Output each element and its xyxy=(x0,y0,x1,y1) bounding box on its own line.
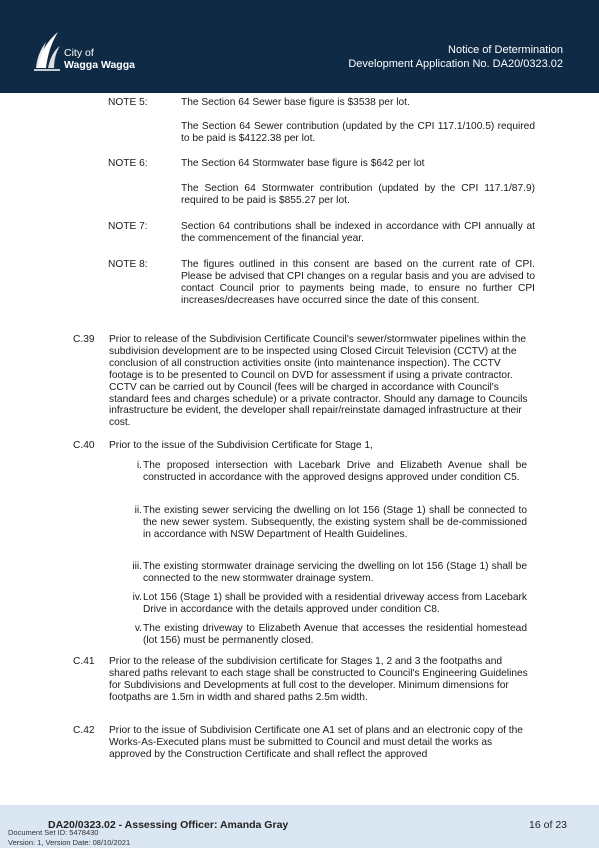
document-title xyxy=(348,43,563,71)
wagga-wagga-logo-icon xyxy=(34,28,62,72)
item-text: Lot 156 (Stage 1) shall be provided with a residential driveway access from Lacebark Drive in accordance with the details approved under condition C8. xyxy=(143,592,527,615)
page-footer xyxy=(0,805,599,848)
item-text: The existing driveway to Elizabeth Avenue that accesses the residential homestead (lot 156) must be permanently closed. xyxy=(143,623,527,646)
title-line-1: Notice of Determination xyxy=(448,44,563,56)
note-label: NOTE 7: xyxy=(108,221,148,232)
condition-text: Prior to the issue of Subdivision Certificate one A1 set of plans and an electronic copy of the Works-As-Executed plans must be submitted to Council and must detail the works as approved by the Construction Certificate and shall reflect the approved xyxy=(109,725,523,760)
note-text: The figures outlined in this consent are based on the current rate of CPI. Please be advised that CPI changes on a regular basis and you are advised to contact Council prior to payments being made, to ensure no further CPI increases/decreases have occurred since the date of this consent. xyxy=(181,259,535,306)
page-content xyxy=(0,93,599,803)
item-number: iii. xyxy=(132,561,142,572)
page-number: 16 of 23 xyxy=(529,819,567,831)
note-text: The Section 64 Stormwater contribution (updated by the CPI 117.1/87.9) required to be paid is $855.27 per lot. xyxy=(181,183,535,206)
condition-text: Prior to the issue of the Subdivision Certificate for Stage 1, xyxy=(109,440,373,451)
note-label: NOTE 6: xyxy=(108,158,148,169)
item-number: v. xyxy=(134,623,142,634)
condition-number: C.40 xyxy=(73,440,95,451)
page-header xyxy=(0,0,599,93)
item-number: i. xyxy=(136,460,142,471)
note-text: The Section 64 Sewer contribution (updated by the CPI 117.1/100.5) required to be paid is $4122.38 per lot. xyxy=(181,121,535,144)
logo-line-2: Wagga Wagga xyxy=(64,58,135,71)
logo-line-1: City of xyxy=(64,47,94,59)
footer-assessing-officer: DA20/0323.02 - Assessing Officer: Amanda Gray xyxy=(48,819,289,831)
note-label: NOTE 5: xyxy=(108,97,148,108)
condition-number: C.39 xyxy=(73,334,95,345)
item-text: The existing stormwater drainage servicing the dwelling on lot 156 (Stage 1) shall be connected to the new stormwater drainage system. xyxy=(143,561,527,584)
item-number: iv. xyxy=(132,592,142,603)
condition-text: Prior to the release of the subdivision certificate for Stages 1, 2 and 3 the footpaths and shared paths relevant to each stage shall be constructed to Council's Engineering Guidelines for Subdivisions and Developments at full cost to the developer. Minimum dimensions for footpaths are 1.5m in width and shared paths 2.5m width. xyxy=(109,656,528,703)
document-set-id: Document Set ID: 5478430 xyxy=(8,828,99,837)
condition-number: C.41 xyxy=(73,656,95,667)
item-text: The proposed intersection with Lacebark Drive and Elizabeth Avenue shall be constructed in accordance with the approved designs approved under condition C5. xyxy=(143,460,527,483)
note-text: The Section 64 Sewer base figure is $3538 per lot. xyxy=(181,97,410,108)
item-number: ii. xyxy=(134,505,142,516)
note-text: Section 64 contributions shall be indexed in accordance with CPI annually at the commencement of the financial year. xyxy=(181,221,535,244)
title-line-2: Development Application No. DA20/0323.02 xyxy=(348,58,563,70)
note-label: NOTE 8: xyxy=(108,259,148,270)
version-info: Version: 1, Version Date: 08/10/2021 xyxy=(8,838,131,847)
condition-number: C.42 xyxy=(73,725,95,736)
condition-text: Prior to release of the Subdivision Certificate Council's sewer/stormwater pipelines within the subdivision development are to be inspected using Closed Circuit Television (CCTV) at the conclusion of all construction activities onsite (into maintenance inspection). The CCTV footage is to be presented to Council on DVD for assessment if using a private contractor. CCTV can be carried out by Council (fees will be charged in accordance with Council's standard fees and charges schedule) or a private contractor. Should any damage to Councils infrastructure be evident, the developer shall repair/reinstate damaged infrastructure at their cost. xyxy=(109,334,528,429)
note-text: The Section 64 Stormwater base figure is $642 per lot xyxy=(181,158,425,169)
item-text: The existing sewer servicing the dwelling on lot 156 (Stage 1) shall be connected to the new sewer system. Subsequently, the existing system shall be de-commissioned in accordance with NSW Department of Health Guidelines. xyxy=(143,505,527,540)
council-logo xyxy=(34,28,144,76)
